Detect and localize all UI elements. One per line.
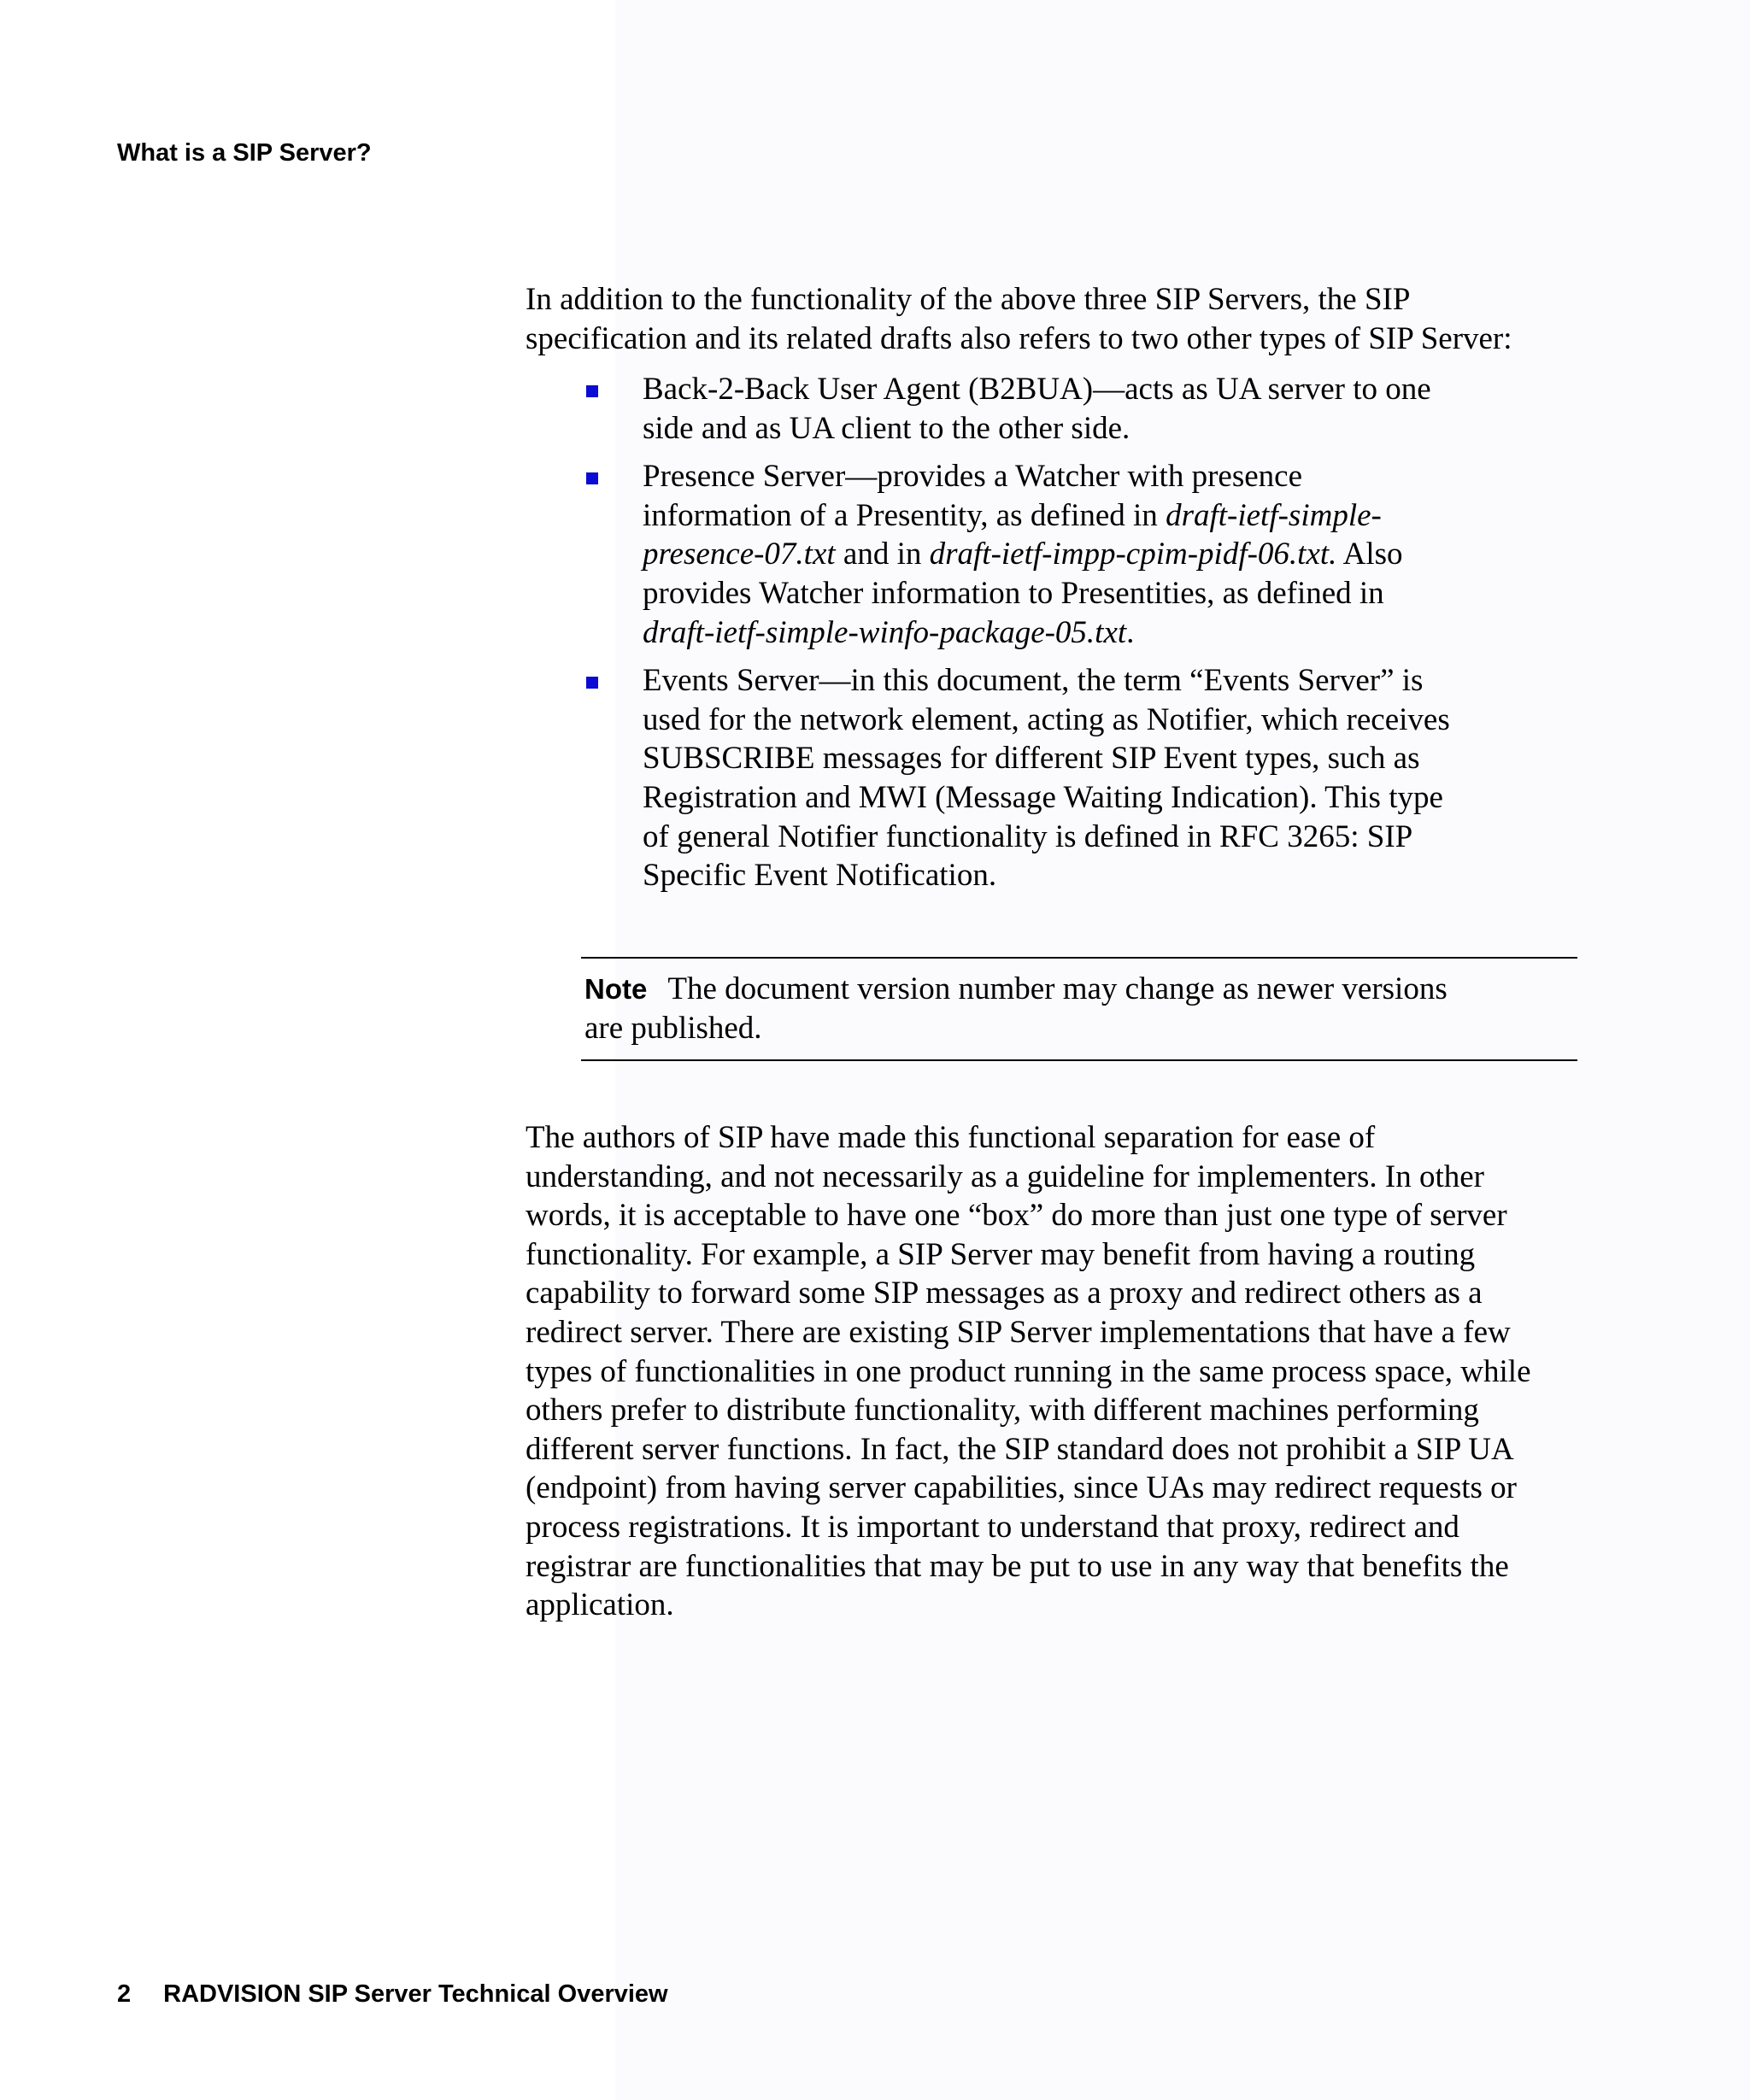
square-bullet-icon xyxy=(586,385,598,397)
text-line: application. xyxy=(526,1587,674,1623)
note-text: The document version number may change as newer versions xyxy=(667,971,1448,1006)
list-item-events-server xyxy=(584,661,1472,895)
text-line: of general Notifier functionality is defined in RFC 3265: SIP xyxy=(643,818,1413,854)
page-footer xyxy=(117,1980,668,2009)
square-bullet-icon xyxy=(586,677,598,689)
intro-line: specification and its related drafts also refers to two other types of SIP Server: xyxy=(526,320,1512,356)
text-line: used for the network element, acting as Notifier, which receives xyxy=(643,701,1450,737)
list-item-text xyxy=(643,457,1472,652)
note-text: are published. xyxy=(584,1010,762,1046)
document-title: RADVISION SIP Server Technical Overview xyxy=(163,1980,668,2008)
draft-reference: draft-ietf-simple- xyxy=(1166,497,1382,533)
text-line: others prefer to distribute functionality, with different machines performing xyxy=(526,1393,1479,1428)
text-line: understanding, and not necessarily as a guideline for implementers. In other xyxy=(526,1159,1484,1194)
page-number: 2 xyxy=(117,1980,132,2008)
list-item-presence-server xyxy=(584,457,1472,652)
text-line xyxy=(643,535,1472,574)
list-item-b2bua xyxy=(584,370,1472,448)
text-run: and in xyxy=(835,537,930,572)
text-line: words, it is acceptable to have one “box” do more than just one type of server xyxy=(526,1198,1507,1234)
text-line: (endpoint) from having server capabilities, since UAs may redirect requests or xyxy=(526,1470,1517,1506)
text-line: The authors of SIP have made this functional separation for ease of xyxy=(526,1120,1376,1155)
text-line: Back-2-Back User Agent (B2BUA)—acts as UA server to one xyxy=(643,372,1431,407)
text-line: Specific Event Notification. xyxy=(643,858,997,894)
server-types-list xyxy=(584,370,1472,905)
text-line xyxy=(643,613,1472,653)
text-line: types of functionalities in one product running in the same process space, while xyxy=(526,1353,1531,1389)
text-line xyxy=(584,970,1473,1009)
intro-paragraph xyxy=(526,280,1568,358)
note-bottom-rule xyxy=(581,1059,1577,1061)
text-line: Events Server—in this document, the term “Events Server” is xyxy=(643,663,1424,699)
text-run: Also xyxy=(1336,537,1403,572)
body-paragraph xyxy=(526,1118,1578,1625)
intro-line: In addition to the functionality of the above three SIP Servers, the SIP xyxy=(526,282,1411,317)
square-bullet-icon xyxy=(586,472,598,484)
text-line: provides Watcher information to Presentities, as defined in xyxy=(643,575,1384,611)
list-item-text xyxy=(643,370,1472,448)
text-line: registrar are functionalities that may be put to use in any way that benefits the xyxy=(526,1548,1509,1584)
text-run: information of a Presentity, as defined in xyxy=(643,497,1166,533)
note-box xyxy=(584,970,1473,1047)
note-label: Note xyxy=(584,973,648,1005)
draft-reference: presence-07.txt xyxy=(643,537,836,572)
text-line: capability to forward some SIP messages as a proxy and redirect others as a xyxy=(526,1276,1483,1311)
text-line: side and as UA client to the other side. xyxy=(643,410,1130,446)
text-line: functionality. For example, a SIP Server may benefit from having a routing xyxy=(526,1236,1476,1272)
note-top-rule xyxy=(581,957,1577,959)
draft-reference: draft-ietf-simple-winfo-package-05.txt xyxy=(643,614,1127,650)
text-line xyxy=(643,496,1472,536)
list-item-text xyxy=(643,661,1472,895)
text-line: Registration and MWI (Message Waiting Indication). This type xyxy=(643,779,1443,815)
text-line: SUBSCRIBE messages for different SIP Event types, such as xyxy=(643,741,1420,777)
text-run: . xyxy=(1126,614,1135,650)
text-line: redirect server. There are existing SIP Server implementations that have a few xyxy=(526,1314,1511,1350)
draft-reference: draft-ietf-impp-cpim-pidf-06.txt. xyxy=(929,537,1337,572)
running-header: What is a SIP Server? xyxy=(117,139,372,167)
text-line: different server functions. In fact, the SIP standard does not prohibit a SIP UA xyxy=(526,1431,1514,1467)
text-line: Presence Server—provides a Watcher with presence xyxy=(643,459,1302,495)
text-line: process registrations. It is important to understand that proxy, redirect and xyxy=(526,1509,1459,1545)
